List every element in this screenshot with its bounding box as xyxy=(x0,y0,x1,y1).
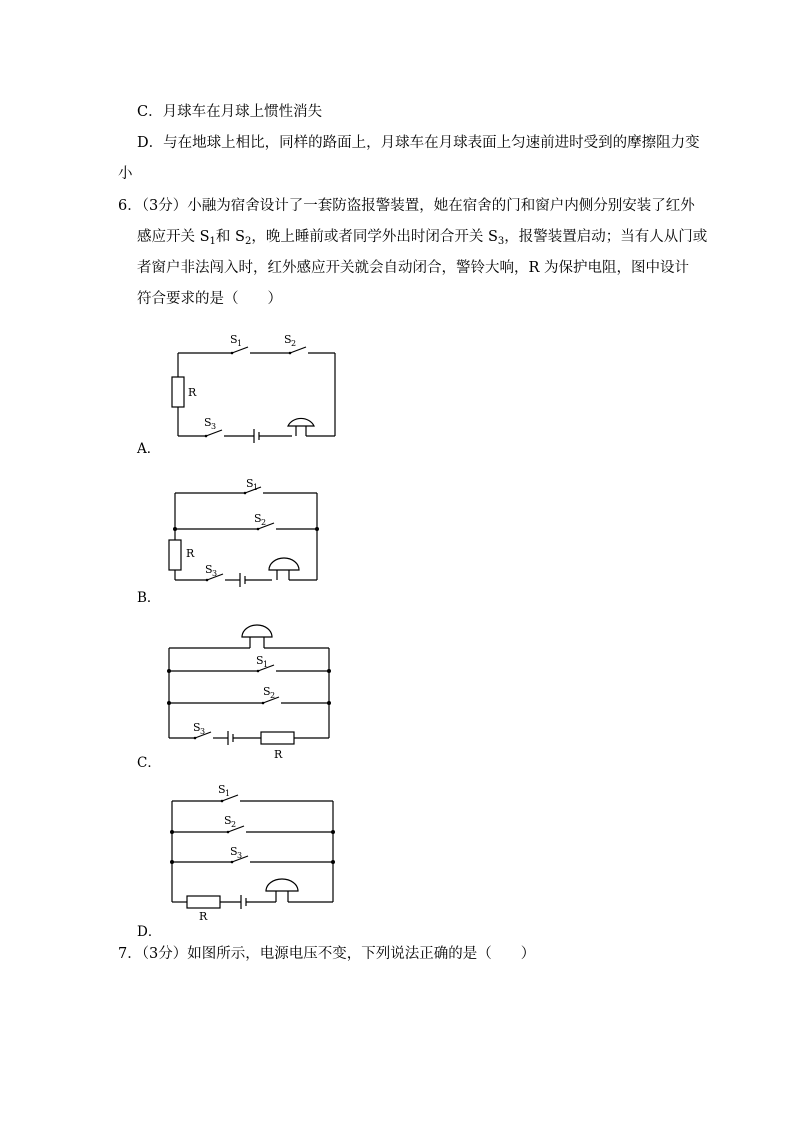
label-r: R xyxy=(199,910,208,923)
circuit-diagram-a xyxy=(160,325,350,445)
label-r: R xyxy=(274,748,283,761)
label-sub-3: 3 xyxy=(212,569,218,578)
label-sub-2: 2 xyxy=(261,518,267,527)
q6-stem-line1: 6．（3分）小融为宿舍设计了一套防盗报警装置，她在宿舍的门和窗户内侧分别安装了红外 xyxy=(118,198,695,214)
q5-option-d-line1: D．与在地球上相比，同样的路面上，月球车在月球表面上匀速前进时受到的摩擦阻力变 xyxy=(137,135,700,151)
q6-stem-line2 xyxy=(137,227,707,252)
label-s: S xyxy=(254,512,262,525)
subscript: 3 xyxy=(497,236,505,247)
label-s: S xyxy=(218,783,226,796)
label-sub-2: 2 xyxy=(270,691,276,700)
label-sub-3: 3 xyxy=(237,851,243,860)
label-sub-3: 3 xyxy=(200,727,206,736)
label-s: S xyxy=(230,845,238,858)
circuit-diagram-b xyxy=(160,475,330,585)
q6-stem-line4: 符合要求的是（ ） xyxy=(137,291,282,307)
circuit-diagram-c xyxy=(160,612,340,762)
label-sub-1: 1 xyxy=(237,339,243,348)
label-s: S xyxy=(224,814,232,827)
label-sub-2: 2 xyxy=(231,820,237,829)
option-c-label: C． xyxy=(137,755,161,771)
label-s: S xyxy=(205,563,213,576)
option-d-label: D． xyxy=(137,924,162,940)
label-s: S xyxy=(246,477,254,490)
option-b-label: B． xyxy=(137,590,161,606)
label-s: S xyxy=(230,333,238,346)
subscript: 1 xyxy=(209,236,216,247)
label-r: R xyxy=(188,386,197,399)
circuit-diagram-d xyxy=(160,780,345,930)
subscript: 2 xyxy=(244,236,252,247)
label-sub-2: 2 xyxy=(291,339,297,348)
q7-stem-line1: 7．（3分）如图所示，电源电压不变，下列说法正确的是（ ） xyxy=(118,946,536,962)
label-s: S xyxy=(284,333,292,346)
label-sub-3: 3 xyxy=(211,422,217,431)
label-sub-1: 1 xyxy=(253,483,259,492)
label-sub-1: 1 xyxy=(225,789,231,798)
option-a-label: A． xyxy=(137,441,161,457)
q6-text: 和 S xyxy=(215,229,245,245)
q6-text: 感应开关 S xyxy=(137,229,210,245)
label-sub-1: 1 xyxy=(263,660,269,669)
q6-stem-line3: 者窗户非法闯入时，红外感应开关就会自动闭合，警铃大响，R 为保护电阻，图中设计 xyxy=(137,260,690,276)
label-s: S xyxy=(263,685,271,698)
label-r: R xyxy=(186,547,195,560)
label-s: S xyxy=(256,654,264,667)
q5-option-d-line2: 小 xyxy=(118,166,133,182)
q6-text: ，报警装置启动；当有人从门或 xyxy=(504,229,708,245)
label-s: S xyxy=(204,416,212,429)
label-s: S xyxy=(193,721,201,734)
q6-text: ，晚上睡前或者同学外出时闭合开关 S xyxy=(251,229,498,245)
q5-option-c: C．月球车在月球上惯性消失 xyxy=(137,104,323,120)
